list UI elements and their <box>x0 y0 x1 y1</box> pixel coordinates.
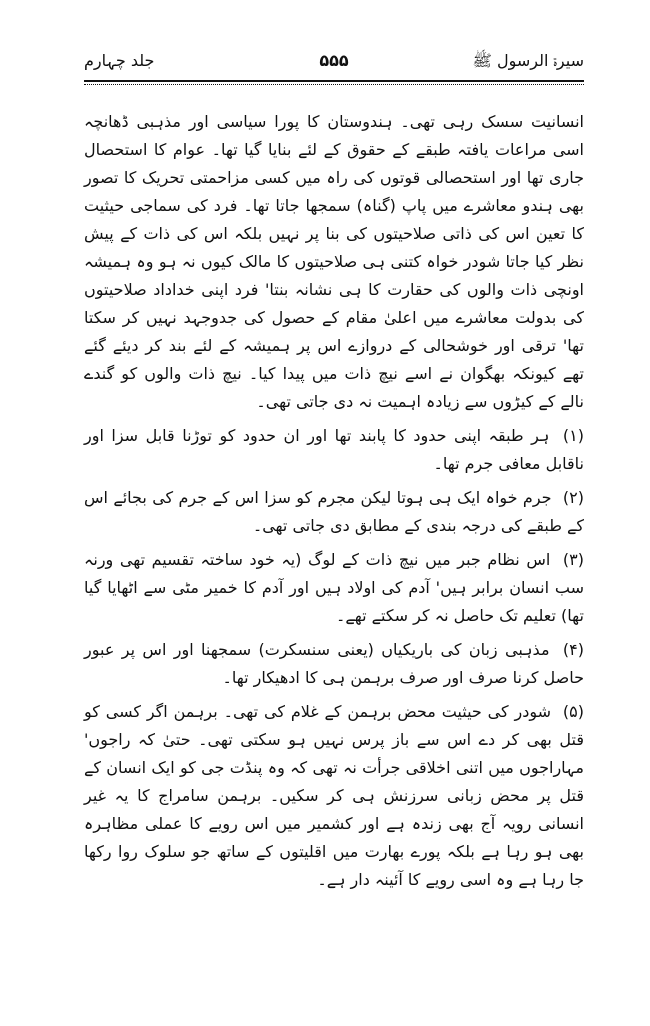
item-number: (۳) <box>562 550 584 569</box>
page-number: ۵۵۵ <box>319 51 349 70</box>
intro-paragraph: انسانیت سسک رہی تھی۔ ہندوستان کا پورا سیاسی اور مذہبی ڈھانچہ اسی مراعات یافتہ طبقے کے حقوق کے لئے بنایا گیا تھا۔ عوام کا استحصال جاری تھا اور استحصالی قوتوں کی راہ میں کسی مزاحمتی تحریک کا تصور بھی ہندو معاشرے میں پاپ (گناہ) سمجھا جاتا تھا۔ فرد کی سماجی حیثیت کا تعین اس کی ذاتی صلاحیتوں کی بنا پر نہیں بلکہ اس کی ذات کے پیش نظر کیا جاتا شودر خواہ کتنی ہی صلاحیتوں کا مالک کیوں نہ ہو وہ ہمیشہ اونچی ذات والوں کی حقارت کا ہی نشانہ بنتا' فرد اپنی خداداد صلاحیتوں کی بدولت معاشرے میں اعلیٰ مقام کے حصول کی جدوجہد نہیں کر سکتا تھا' ترقی اور خوشحالی کے دروازے اس پر ہمیشہ کے لئے بند کر دیئے گئے تھے کیونکہ بھگوان نے اسے نیچ ذات میں پیدا کیا۔ نیچ ذات والوں کو گندے نالے کے کیڑوں سے زیادہ اہمیت نہ دی جاتی تھی۔ <box>84 112 584 411</box>
item-number: (۴) <box>562 640 585 659</box>
book-title: سیرۃ الرسول ﷺ <box>472 51 584 70</box>
list-item <box>84 484 584 540</box>
item-text: اس نظام جبر میں نیچ ذات کے لوگ (یہ خود ساختہ تقسیم تھی ورنہ سب انسان برابر ہیں' آدم کی اولاد ہیں اور آدم کا خمیر مٹی سے اٹھایا گیا تھا) تعلیم تک حاصل نہ کر سکتے تھے۔ <box>84 550 584 625</box>
list-item <box>84 636 584 692</box>
item-text: شودر کی حیثیت محض برہمن کے غلام کی تھی۔ برہمن اگر کسی کو قتل بھی کر دے اس سے باز پرس نہیں ہو سکتی تھی۔ حتیٰ کہ راجوں' مہاراجوں میں اتنی اخلاقی جرأت نہ تھی کہ وہ پنڈت جی کو ایک انسان کے قتل پر محض زبانی سرزنش ہی کر سکیں۔ برہمن سامراج کا یہ غیر انسانی رویہ آج بھی زندہ ہے اور کشمیر میں اس رویے کا عملی مظاہرہ بھی ہو رہا ہے بلکہ پورے بھارت میں اقلیتوں کے ساتھ جو سلوک روا رکھا جا رہا ہے وہ اسی رویے کا آئینہ دار ہے۔ <box>84 702 584 889</box>
item-number: (۱) <box>562 426 584 445</box>
volume-label: جلد چہارم <box>84 51 155 70</box>
item-number: (۲) <box>562 488 585 507</box>
item-text: مذہبی زبان کی باریکیاں (یعنی سنسکرت) سمجھنا اور اس پر عبور حاصل کرنا صرف اور صرف برہمن ہی کا ادھیکار تھا۔ <box>84 640 584 687</box>
header-rule <box>84 80 584 82</box>
list-item <box>84 698 584 894</box>
list-item <box>84 546 584 630</box>
item-text: جرم خواہ ایک ہی ہوتا لیکن مجرم کو سزا اس کے جرم کی بجائے اس کے طبقے کی درجہ بندی کے مطابق دی جاتی تھی۔ <box>84 488 584 535</box>
page-body <box>84 108 584 900</box>
item-number: (۵) <box>562 702 584 721</box>
header-dotted-rule <box>84 84 584 85</box>
list-item <box>84 422 584 478</box>
item-text: ہر طبقہ اپنی حدود کا پابند تھا اور ان حدود کو توڑنا قابل سزا اور ناقابل معافی جرم تھا۔ <box>84 426 584 473</box>
page-header <box>84 40 584 74</box>
